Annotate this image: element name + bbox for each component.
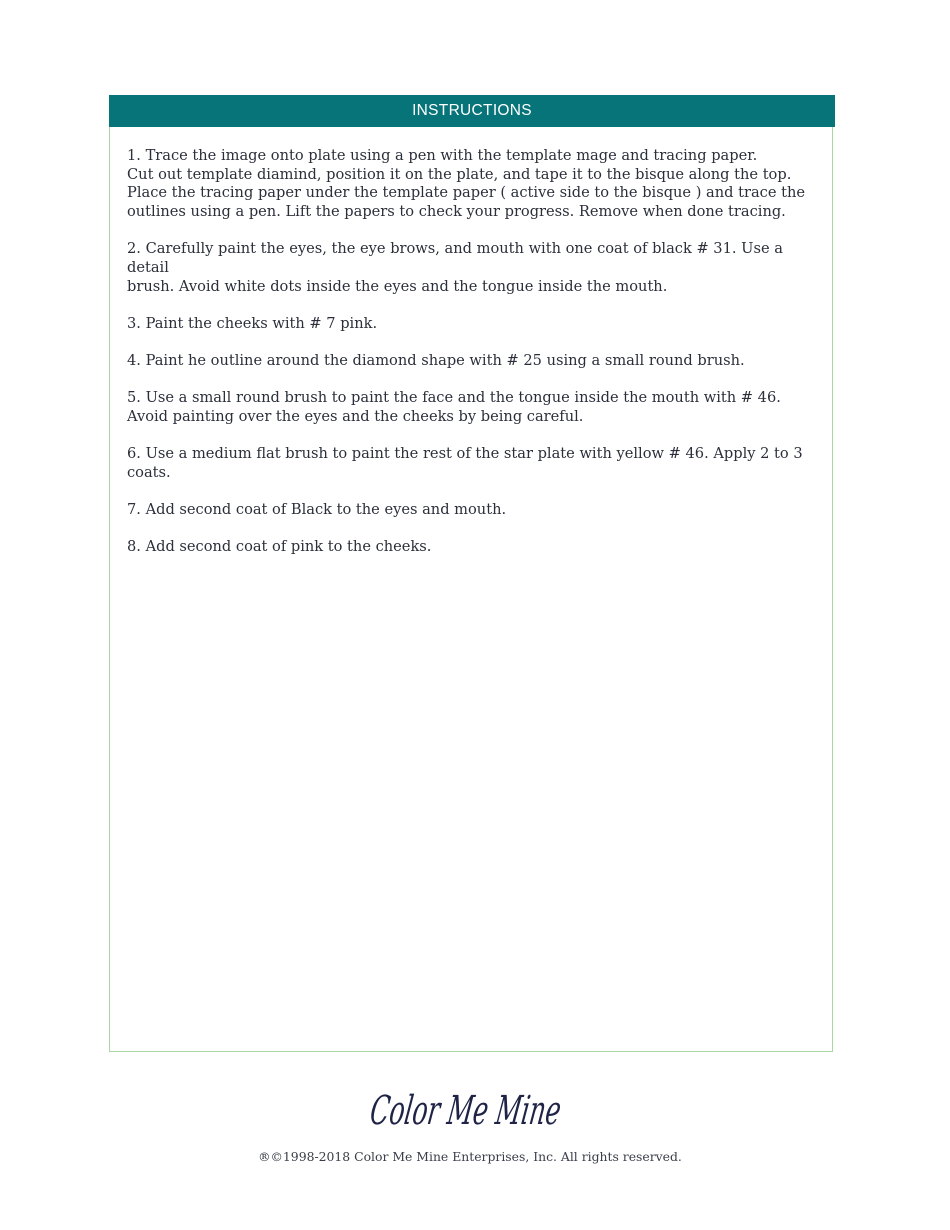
step-3: 3. Paint the cheeks with # 7 pink. — [127, 314, 378, 332]
step-6: 6. Use a medium flat brush to paint the rest of the star plate with yellow # 46. Apply 2 to 3 coats. — [127, 445, 803, 481]
instructions-title: INSTRUCTIONS — [412, 102, 532, 119]
logo-text: Color Me Mine — [367, 1088, 678, 1134]
step-4: 4. Paint he outline around the diamond shape with # 25 using a small round brush. — [127, 352, 745, 370]
step-8: 8. Add second coat of pink to the cheeks. — [127, 538, 432, 556]
step-2: 2. Carefully paint the eyes, the eye brows, and mouth with one coat of black # 31. Use a detail brush. Avoid white dots inside the eyes and the tongue inside the mouth. — [127, 240, 783, 295]
instructions-list — [127, 147, 822, 576]
step-7: 7. Add second coat of Black to the eyes and mouth. — [127, 501, 507, 519]
instructions-header — [109, 95, 835, 127]
color-me-mine-logo — [360, 1080, 678, 1140]
step-5: 5. Use a small round brush to paint the face and the tongue inside the mouth with # 46. Avoid painting over the eyes and the cheeks by being careful. — [127, 389, 781, 426]
step-1: 1. Trace the image onto plate using a pen with the template mage and tracing paper. Cut out template diamind, position it on the plate, and tape it to the bisque along the top. Place the tracing paper under the template paper ( active side to the bisque ) and trace the outlines using a pen. Lift the papers to check your progress. Remove when done tracing. — [127, 147, 806, 221]
copyright-text: ®©1998-2018 Color Me Mine Enterprises, Inc. All rights reserved. — [258, 1149, 682, 1164]
